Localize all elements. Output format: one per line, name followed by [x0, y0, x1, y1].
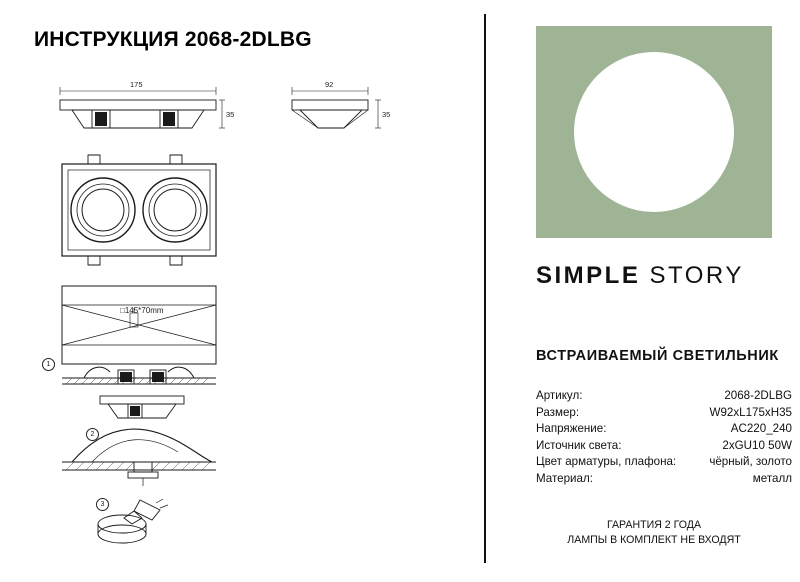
step-marker-1: 1 — [42, 358, 55, 371]
spec-value: 2xGU10 50W — [722, 438, 792, 452]
brand-logo-box — [536, 26, 772, 238]
dim-side-height: 35 — [382, 110, 391, 119]
spec-label: Цвет арматуры, плафона: — [536, 455, 677, 468]
warranty-text: ГАРАНТИЯ 2 ГОДА — [606, 519, 702, 531]
spec-table — [536, 388, 792, 487]
vertical-divider — [484, 14, 486, 563]
logo-circle-icon — [574, 52, 734, 212]
dim-top-height: 35 — [226, 110, 235, 119]
spec-label: Артикул: — [536, 389, 583, 402]
brand-word-2: STORY — [649, 262, 744, 289]
page-title: ИНСТРУКЦИЯ 2068-2DLBG — [34, 28, 312, 51]
spec-row — [536, 405, 792, 422]
spec-label: Напряжение: — [536, 422, 607, 435]
spec-row — [536, 438, 792, 455]
brand-word-1: SIMPLE — [536, 262, 641, 289]
spec-value: W92xL175xH35 — [709, 405, 792, 419]
dim-side-width: 92 — [325, 80, 334, 89]
spec-row — [536, 421, 792, 438]
right-panel — [508, 0, 800, 577]
step-marker-2: 2 — [86, 428, 99, 441]
spec-row — [536, 388, 792, 405]
spec-label: Размер: — [536, 405, 580, 419]
spec-value: 2068-2DLBG — [724, 389, 792, 402]
spec-row — [536, 454, 792, 471]
product-type: ВСТРАИВАЕМЫЙ СВЕТИЛЬНИК — [536, 348, 779, 364]
spec-label: Материал: — [536, 471, 593, 485]
brand-name — [536, 262, 772, 290]
spec-value: чёрный, золото — [709, 455, 792, 468]
spec-label: Источник света: — [536, 438, 622, 452]
dim-top-width: 175 — [130, 80, 143, 89]
spec-row — [536, 471, 792, 488]
footer-notes — [536, 518, 772, 548]
spec-value: AC220_240 — [730, 422, 792, 435]
cutout-label: □145*70mm — [120, 306, 164, 315]
spec-value: металл — [752, 471, 792, 485]
step-marker-3: 3 — [96, 498, 109, 511]
lamps-note-text: ЛАМПЫ В КОМПЛЕКТ НЕ ВХОДЯТ — [567, 534, 741, 546]
